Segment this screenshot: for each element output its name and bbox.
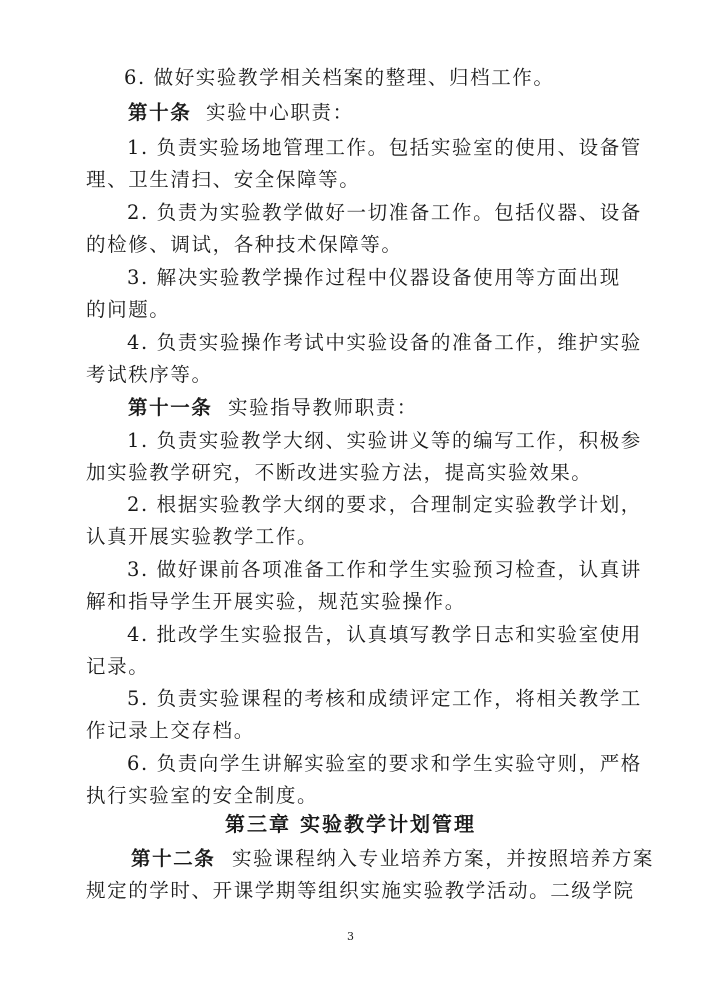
- article-heading: 第十条: [128, 101, 192, 124]
- list-item: 3. 解决实验教学操作过程中仪器设备使用等方面出现: [127, 266, 621, 289]
- list-item-continuation: 执行实验室的安全制度。: [86, 784, 319, 807]
- article-subject: 实验指导教师职责：: [228, 396, 418, 419]
- list-item: 2. 根据实验教学大纲的要求，合理制定实验教学计划，: [127, 493, 642, 516]
- article-heading: 第十二条: [131, 847, 216, 870]
- page-number: 3: [347, 930, 354, 943]
- list-item-continuation: 加实验教学研究，不断改进实验方法，提高实验效果。: [86, 461, 593, 484]
- list-item-continuation: 认真开展实验教学工作。: [86, 525, 319, 548]
- list-item: 5. 负责实验课程的考核和成绩评定工作，将相关教学工: [127, 687, 642, 710]
- chapter-title: 第三章 实验教学计划管理: [225, 812, 476, 836]
- article-body: 实验课程纳入专业培养方案，并按照培养方案: [232, 847, 655, 870]
- list-item-continuation: 的检修、调试，各种技术保障等。: [86, 233, 403, 256]
- article-heading: 第十一条: [128, 396, 213, 419]
- list-item-continuation: 的问题。: [86, 298, 171, 321]
- list-item: 4. 批改学生实验报告，认真填写教学日志和实验室使用: [127, 623, 642, 646]
- list-item: 3. 做好课前各项准备工作和学生实验预习检查，认真讲: [127, 558, 642, 581]
- list-item-continuation: 记录。: [86, 655, 150, 678]
- list-item: 1. 负责实验教学大纲、实验讲义等的编写工作，积极参: [127, 429, 642, 452]
- list-item-continuation: 解和指导学生开展实验，规范实验操作。: [86, 590, 466, 613]
- list-item: 4. 负责实验操作考试中实验设备的准备工作，维护实验: [127, 331, 642, 354]
- list-item: 1. 负责实验场地管理工作。包括实验室的使用、设备管: [127, 136, 642, 159]
- list-item: 2. 负责为实验教学做好一切准备工作。包括仪器、设备: [127, 201, 642, 224]
- list-item-continuation: 作记录上交存档。: [86, 719, 255, 742]
- list-item: 6. 做好实验教学相关档案的整理、归档工作。: [124, 66, 555, 89]
- list-item-continuation: 理、卫生清扫、安全保障等。: [86, 168, 361, 191]
- article-subject: 实验中心职责：: [206, 101, 354, 124]
- list-item: 6. 负责向学生讲解实验室的要求和学生实验守则，严格: [127, 752, 642, 775]
- article-body-continuation: 规定的学时、开课学期等组织实施实验教学活动。二级学院: [86, 879, 635, 902]
- list-item-continuation: 考试秩序等。: [86, 363, 213, 386]
